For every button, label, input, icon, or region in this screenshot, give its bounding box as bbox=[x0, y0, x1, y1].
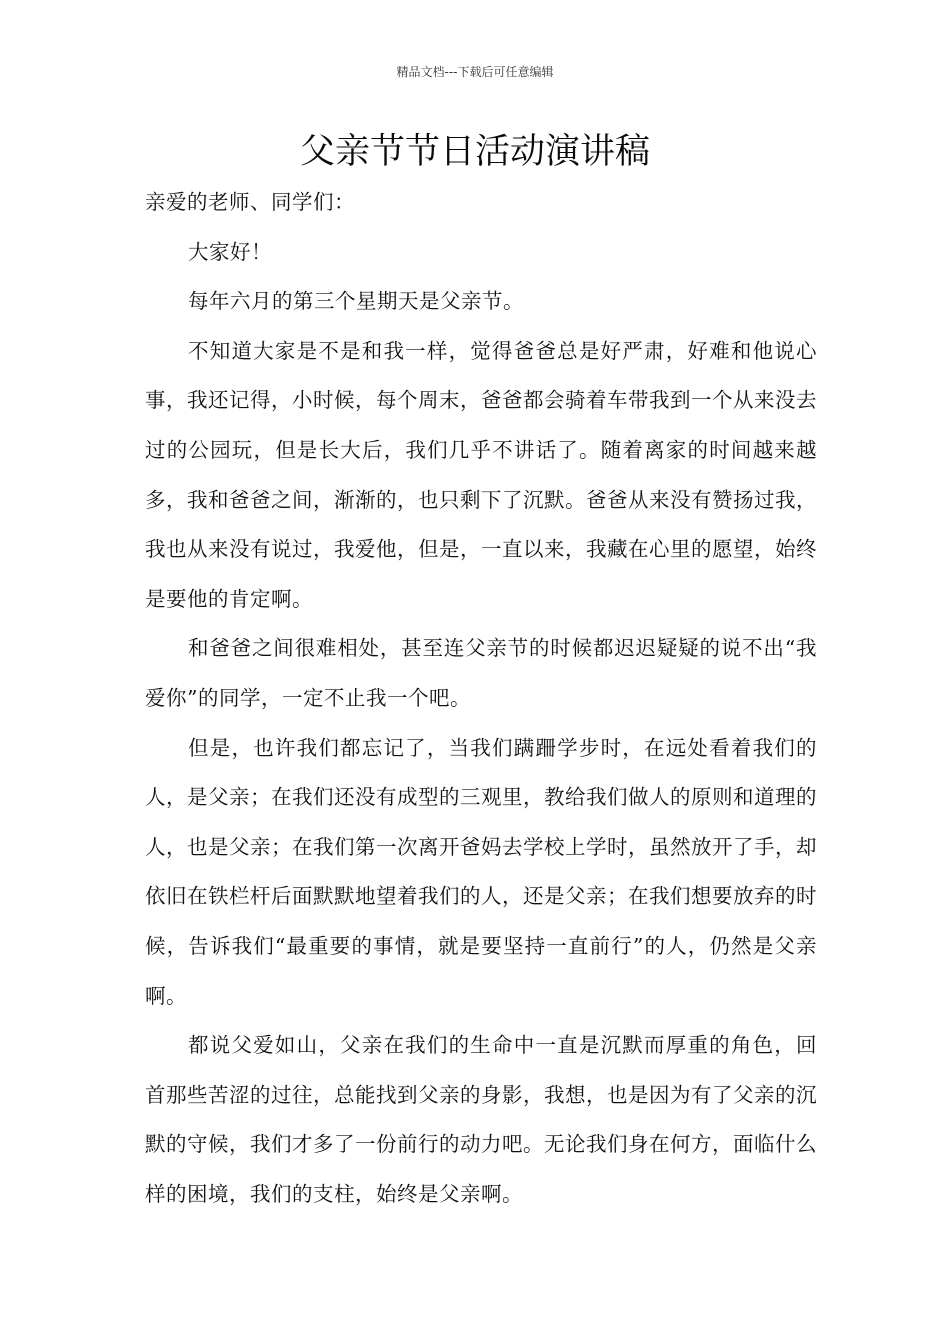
paragraph-conclusion: 都说父爱如山，父亲在我们的生命中一直是沉默而厚重的角色，回首那些苦涩的过往，总能找到父亲的身影，我想，也是因为有了父亲的沉默的守候，我们才多了一份前行的动力吧。无论我们身在何方，面临什么样的困境，我们的支柱，始终是父亲啊。 bbox=[145, 1033, 817, 1206]
paragraph-greeting: 大家好！ bbox=[188, 239, 273, 264]
paragraph-memories: 不知道大家是不是和我一样，觉得爸爸总是好严肃，好难和他说心事，我还记得，小时候，每个周末，爸爸都会骑着车带我到一个从来没去过的公园玩，但是长大后，我们几乎不讲话了。随着离家的时间越来越多，我和爸爸之间，渐渐的，也只剩下了沉默。爸爸从来没有赞扬过我，我也从来没有说过，我爱他，但是，一直以来，我藏在心里的愿望，始终是要他的肯定啊。 bbox=[145, 338, 817, 611]
document-title: 父亲节节日活动演讲稿 bbox=[299, 132, 650, 172]
paragraph-difficulty: 和爸爸之间很难相处，甚至连父亲节的时候都迟迟疑疑的说不出“我爱你”的同学，一定不止我一个吧。 bbox=[145, 636, 817, 710]
header-watermark: 精品文档---下载后可任意编辑 bbox=[396, 65, 554, 79]
paragraph-intro: 每年六月的第三个星期天是父亲节。 bbox=[188, 289, 525, 314]
document-body bbox=[145, 178, 817, 1219]
salutation: 亲爱的老师、同学们： bbox=[145, 190, 355, 214]
paragraph-father-roles: 但是，也许我们都忘记了，当我们蹒跚学步时，在远处看着我们的人，是父亲；在我们还没有成型的三观里，教给我们做人的原则和道理的人，也是父亲；在我们第一次离开爸妈去学校上学时，虽然放开了手，却依旧在铁栏杆后面默默地望着我们的人，还是父亲；在我们想要放弃的时候，告诉我们“最重要的事情，就是要坚持一直前行”的人，仍然是父亲啊。 bbox=[145, 735, 817, 1008]
